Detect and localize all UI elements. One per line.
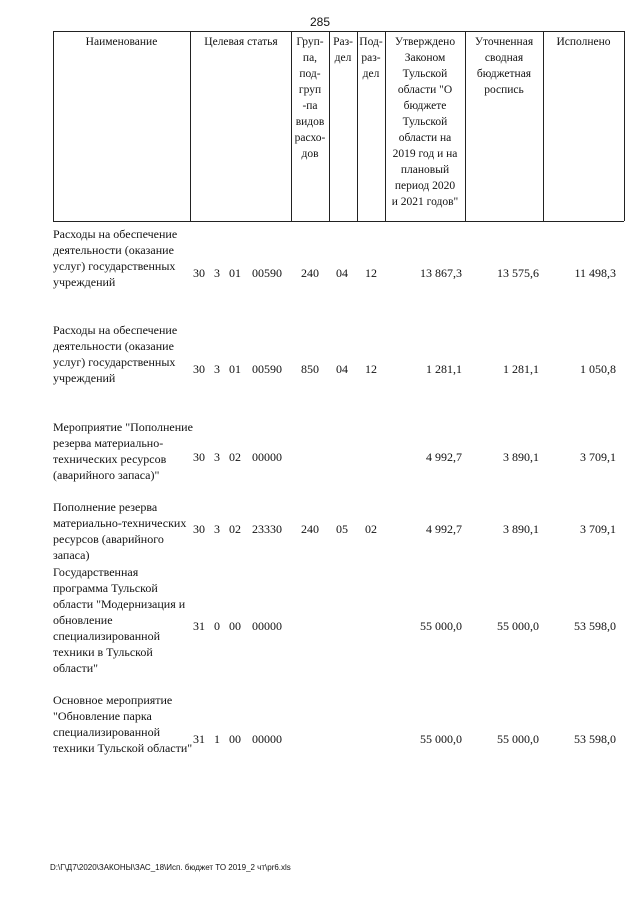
- row-name: Государственная программа Тульской области "Модернизация и обновление специализированной техники в Тульской области": [53, 565, 186, 675]
- row-name: Расходы на обеспечение деятельности (оказание услуг) государственных учреждений: [53, 227, 178, 289]
- header-section: Раз- дел: [333, 36, 353, 64]
- section-code: 05: [336, 522, 348, 536]
- executed-value: 53 598,0: [574, 732, 616, 746]
- target-code-3: 02: [229, 522, 241, 536]
- target-code-3: 02: [229, 450, 241, 464]
- group-code: 240: [301, 266, 319, 280]
- header-top-border: [53, 31, 624, 32]
- refined-value: 55 000,0: [497, 619, 539, 633]
- executed-value: 11 498,3: [574, 266, 616, 280]
- page-number: 285: [309, 15, 331, 29]
- header-target: Целевая статья: [204, 36, 278, 48]
- target-code-4: 23330: [252, 522, 282, 536]
- row-name: Основное мероприятие "Обновление парка специализированной техники Тульской области": [53, 693, 193, 755]
- refined-value: 3 890,1: [503, 522, 539, 536]
- group-code: 850: [301, 362, 319, 376]
- approved-value: 1 281,1: [426, 362, 462, 376]
- col-divider: [543, 31, 544, 221]
- executed-value: 1 050,8: [580, 362, 616, 376]
- target-code-4: 00590: [252, 266, 282, 280]
- header-approved: Утверждено Законом Тульской области "О бюджете Тульской области на 2019 год и на плановый период 2020 и 2021 годов": [391, 36, 459, 208]
- subsection-code: 02: [365, 522, 377, 536]
- refined-value: 1 281,1: [503, 362, 539, 376]
- target-code-1: 30: [193, 266, 205, 280]
- col-divider: [53, 31, 54, 221]
- target-code-4: 00000: [252, 732, 282, 746]
- col-divider: [190, 31, 191, 221]
- header-name: Наименование: [85, 36, 158, 48]
- header-executed: Исполнено: [556, 36, 611, 48]
- target-code-3: 00: [229, 619, 241, 633]
- refined-value: 3 890,1: [503, 450, 539, 464]
- executed-value: 3 709,1: [580, 450, 616, 464]
- header-group: Груп- па, под- груп -па видов расхо- дов: [294, 36, 326, 160]
- target-code-1: 30: [193, 450, 205, 464]
- row-name: Расходы на обеспечение деятельности (оказание услуг) государственных учреждений: [53, 323, 178, 385]
- approved-value: 4 992,7: [426, 522, 462, 536]
- section-code: 04: [336, 266, 348, 280]
- executed-value: 53 598,0: [574, 619, 616, 633]
- row-name: Пополнение резерва материально-технических ресурсов (аварийного запаса): [53, 500, 187, 562]
- target-code-1: 30: [193, 522, 205, 536]
- target-code-3: 00: [229, 732, 241, 746]
- target-code-4: 00000: [252, 450, 282, 464]
- executed-value: 3 709,1: [580, 522, 616, 536]
- group-code: 240: [301, 522, 319, 536]
- target-code-2: 3: [214, 266, 220, 280]
- target-code-3: 01: [229, 362, 241, 376]
- table-header: [53, 31, 624, 221]
- approved-value: 13 867,3: [420, 266, 462, 280]
- subsection-code: 12: [365, 362, 377, 376]
- section-code: 04: [336, 362, 348, 376]
- row-name: Мероприятие "Пополнение резерва материально-технических ресурсов (аварийного запаса)": [53, 420, 193, 482]
- approved-value: 55 000,0: [420, 732, 462, 746]
- header-bottom-border: [53, 221, 624, 222]
- approved-value: 4 992,7: [426, 450, 462, 464]
- target-code-2: 3: [214, 522, 220, 536]
- target-code-2: 3: [214, 362, 220, 376]
- header-subsection: Под- раз- дел: [359, 36, 383, 80]
- target-code-1: 31: [193, 732, 205, 746]
- target-code-2: 1: [214, 732, 220, 746]
- target-code-4: 00590: [252, 362, 282, 376]
- refined-value: 55 000,0: [497, 732, 539, 746]
- target-code-2: 0: [214, 619, 220, 633]
- col-divider: [624, 31, 625, 221]
- target-code-2: 3: [214, 450, 220, 464]
- target-code-1: 30: [193, 362, 205, 376]
- approved-value: 55 000,0: [420, 619, 462, 633]
- target-code-4: 00000: [252, 619, 282, 633]
- footer-file-path: D:\Г\Д7\2020\ЗАКОНЫ\ЗАС_18\Исп. бюджет ТО 2019_2 чт\pr6.xls: [50, 863, 291, 872]
- header-refined: Уточненная сводная бюджетная роспись: [474, 36, 534, 96]
- target-code-1: 31: [193, 619, 205, 633]
- refined-value: 13 575,6: [497, 266, 539, 280]
- target-code-3: 01: [229, 266, 241, 280]
- subsection-code: 12: [365, 266, 377, 280]
